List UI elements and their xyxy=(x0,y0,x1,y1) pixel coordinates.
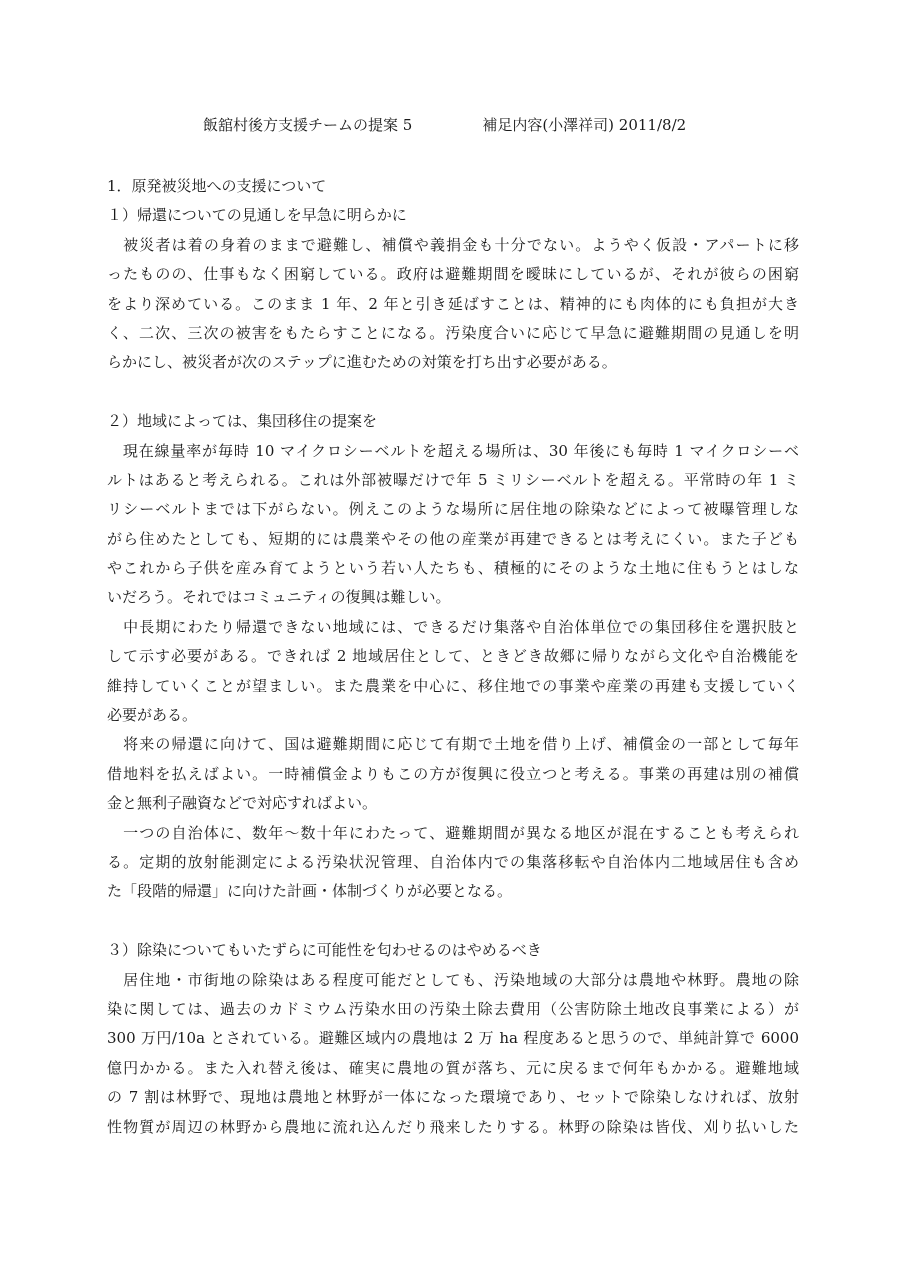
paragraph-line: 現在線量率が毎時 10 マイクロシーベルトを超える場所は、30 年後にも毎時 1 マイクロシーベ xyxy=(107,441,799,460)
paragraph-line: の 7 割は林野で、現地は農地と林野が一体になった環境であり、セットで除染しなければ、放射 xyxy=(107,1088,799,1107)
paragraph-line: く、二次、三次の被害をもたらすことになる。汚染度合いに応じて早急に避難期間の見通しを明 xyxy=(107,323,799,342)
paragraph-line: 億円かかる。また入れ替え後は、確実に農地の質が落ち、元に戻るまで何年もかかる。避難地域 xyxy=(107,1058,799,1077)
paragraph-line: 300 万円/10a とされている。避難区域内の農地は 2 万 ha 程度あると思うので、単純計算で 6000 xyxy=(107,1029,799,1048)
paragraph-line: 借地料を払えばよい。一時補償金よりもこの方が復興に役立つと考える。事業の再建は別の補償 xyxy=(107,764,799,783)
paragraph-line: して示す必要がある。できれば 2 地域居住として、ときどき故郷に帰りながら文化や自治機能を xyxy=(107,647,799,666)
paragraph-line: 染に関しては、過去のカドミウム汚染水田の汚染土除去費用（公害防除土地改良事業による）が xyxy=(107,999,799,1018)
section-1-heading: 1．原発被災地への支援について xyxy=(107,177,327,195)
paragraph-line: 金と無利子融資などで対応すればよい。 xyxy=(107,794,378,813)
paragraph-line: 被災者は着の身着のままで避難し、補償や義捐金も十分でない。ようやく仮設・アパートに移 xyxy=(107,235,799,254)
paragraph-line: 中長期にわたり帰還できない地域には、できるだけ集落や自治体単位での集団移住を選択肢と xyxy=(107,617,799,636)
paragraph-line: ルトはあると考えられる。これは外部被曝だけで年 5 ミリシーベルトを超える。平常時の年 1 ミ xyxy=(107,470,799,489)
subsection-2-heading: ２）地域によっては、集団移住の提案を xyxy=(107,412,378,431)
paragraph-line: 一つの自治体に、数年〜数十年にわたって、避難期間が異なる地区が混在することも考えられ xyxy=(107,823,799,842)
document-body xyxy=(107,172,799,1142)
paragraph-line: やこれから子供を産み育てようという若い人たちも、積極的にそのような土地に住もうとはしな xyxy=(107,559,799,578)
paragraph-line: ったものの、仕事もなく困窮している。政府は避難期間を曖昧にしているが、それが彼らの困窮 xyxy=(107,265,799,284)
paragraph-line: 性物質が周辺の林野から農地に流れ込んだり飛来したりする。林野の除染は皆伐、刈り払いした xyxy=(107,1117,799,1136)
supplement-author-date: 補足内容(小澤祥司) 2011/8/2 xyxy=(482,116,687,134)
paragraph-line: がら住めたとしても、短期的には農業やその他の産業が再建できるとは考えにくい。また子ども xyxy=(107,529,799,548)
paragraph-line: 維持していくことが望ましい。また農業を中心に、移住地での事業や産業の再建も支援していく xyxy=(107,676,799,695)
paragraph-line: 居住地・市街地の除染はある程度可能だとしても、汚染地域の大部分は農地や林野。農地の除 xyxy=(107,970,799,989)
blank-line xyxy=(107,907,799,936)
paragraph-line: をより深めている。このまま 1 年、2 年と引き延ばすことは、精神的にも肉体的にも負担が大き xyxy=(107,294,799,313)
paragraph-line: 必要がある。 xyxy=(107,706,198,725)
paragraph-line: 将来の帰還に向けて、国は避難期間に応じて有期で土地を借り上げ、補償金の一部として毎年 xyxy=(107,735,799,754)
subsection-3-heading: ３）除染についてもいたずらに可能性を匂わせるのはやめるべき xyxy=(107,941,542,960)
paragraph-line: た「段階的帰還」に向けた計画・体制づくりが必要となる。 xyxy=(107,882,513,901)
subsection-1-heading: １）帰還についての見通しを早急に明らかに xyxy=(107,206,407,225)
paragraph-line: る。定期的放射能測定による汚染状況管理、自治体内での集落移転や自治体内二地域居住も含め xyxy=(107,852,799,871)
document-title: 飯舘村後方支援チームの提案 5 xyxy=(203,116,413,134)
paragraph-line: らかにし、被災者が次のステップに進むための対策を打ち出す必要がある。 xyxy=(107,353,617,372)
document-header xyxy=(203,114,686,135)
paragraph-line: リシーベルトまでは下がらない。例えこのような場所に居住地の除染などによって被曝管理しな xyxy=(107,500,799,519)
blank-line xyxy=(107,378,799,407)
paragraph-line: いだろう。それではコミュニティの復興は難しい。 xyxy=(107,588,451,607)
